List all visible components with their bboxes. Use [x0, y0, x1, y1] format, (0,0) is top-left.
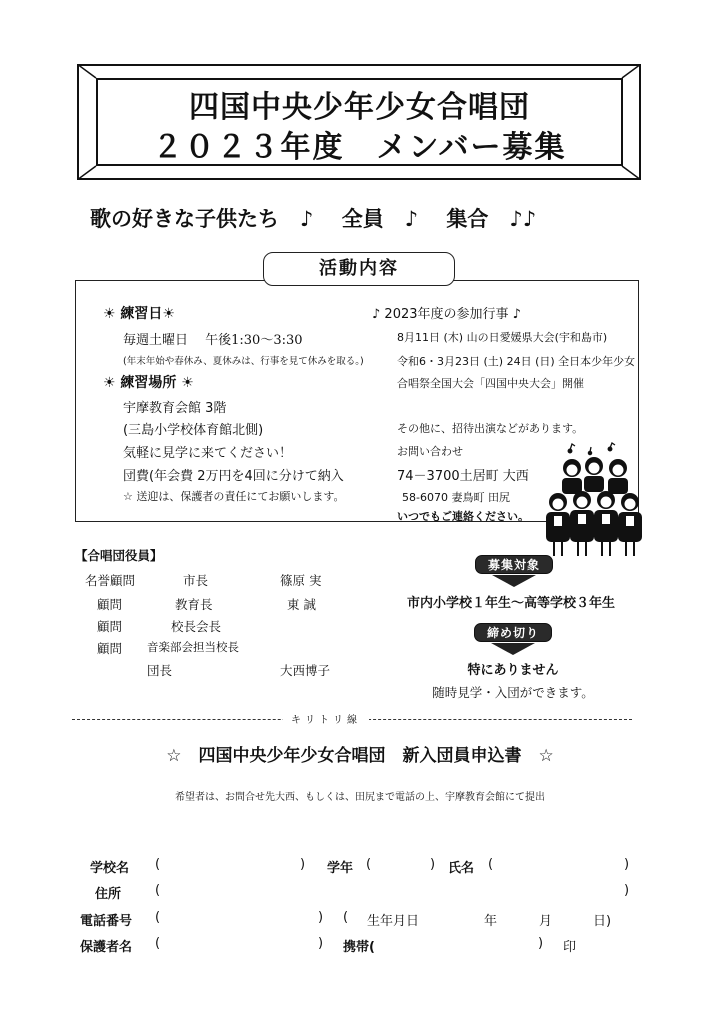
visit-invitation: 気軽に見学に来てください！ — [123, 446, 293, 461]
guardian-field[interactable] — [170, 933, 315, 953]
choir-illustration — [540, 442, 644, 558]
contact-label: お問い合わせ — [397, 445, 463, 458]
name-label: 氏名 — [448, 861, 475, 876]
practice-day-note: (年末年始や春休み、夏休みは、行事を見て休みを取る。) — [123, 356, 364, 367]
page-title: 四国中央少年少女合唱団 — [189, 90, 530, 125]
arrow-down-icon — [492, 575, 536, 587]
guardian-label: 保護者名 — [80, 940, 133, 955]
name-close-paren: ) — [624, 857, 630, 872]
mobile-label: 携帯( — [343, 940, 375, 955]
grade-close-paren: ) — [430, 857, 436, 872]
birthday-field[interactable] — [440, 907, 600, 927]
day-label: 日) — [593, 914, 612, 929]
cut-line-label: キリトリ線 — [283, 711, 369, 726]
target-badge: 募集対象 — [475, 555, 553, 574]
slogan: 歌の好きな子供たち ♪ 全員 ♪ 集合 ♪♪ — [90, 207, 537, 231]
address-label: 住所 — [95, 887, 122, 902]
officer-title: 校長会長 — [171, 619, 222, 634]
practice-day-time: 毎週土曜日 午後1:30～3:30 — [123, 333, 303, 348]
address-open-paren: ( — [155, 883, 161, 898]
event-other: その他に、招待出演などがあります。 — [397, 422, 584, 435]
membership-fee: 団費(年会費 2万円を4回に分けて納入 — [123, 469, 344, 484]
contact-line-2: 58-6070 妻鳥町 田尻 — [402, 491, 510, 504]
page-subtitle: ２０２３年度 メンバー募集 — [152, 130, 567, 165]
guardian-open-paren: ( — [155, 936, 161, 951]
officers-heading: 【合唱団役員】 — [75, 548, 163, 563]
deadline-badge: 締め切り — [474, 623, 552, 642]
school-close-paren: ) — [300, 857, 306, 872]
practice-place-detail: (三島小学校体育館北側) — [123, 423, 264, 438]
grade-open-paren: ( — [366, 857, 372, 872]
practice-place-heading: ☀ 練習場所 ☀ — [103, 375, 194, 391]
event-2: 令和6・3月23日 (土) 24日 (日) 全日本少年少女 — [397, 355, 636, 368]
school-open-paren: ( — [155, 857, 161, 872]
practice-day-heading: ☀ 練習日☀ — [103, 306, 175, 322]
mobile-field[interactable] — [390, 933, 535, 953]
guardian-close-paren: ) — [318, 936, 324, 951]
target-value: 市内小学校１年生～高等学校３年生 — [406, 596, 615, 611]
phone-field[interactable] — [170, 907, 315, 927]
form-note: 希望者は、お問合せ先大西、もしくは、田尻まで電話の上、宇摩教育会館にて提出 — [175, 792, 545, 803]
transport-note: ☆ 送迎は、保護者の責任にてお願いします。 — [123, 490, 345, 503]
officer-title: 市長 — [183, 573, 209, 588]
mobile-close-paren: ) — [538, 936, 544, 951]
month-label: 月 — [539, 914, 553, 929]
grade-label: 学年 — [327, 861, 354, 876]
officer-role: 名誉顧問 — [85, 573, 136, 588]
contact-line-3: いつでもご連絡ください。 — [397, 510, 529, 523]
address-field[interactable] — [170, 880, 620, 900]
school-field[interactable] — [170, 854, 298, 874]
officer-role: 顧問 — [97, 641, 123, 656]
phone-open-paren: ( — [155, 910, 161, 925]
officer-title: 教育長 — [175, 597, 213, 612]
activity-label: 活動内容 — [263, 252, 455, 286]
practice-place-venue: 宇摩教育会館 3階 — [123, 401, 227, 416]
contact-line-1: 74－3700土居町 大西 — [397, 469, 529, 484]
school-label: 学校名 — [90, 861, 130, 876]
name-open-paren: ( — [488, 857, 494, 872]
name-field[interactable] — [502, 854, 620, 874]
form-title: ☆ 四国中央少年少女合唱団 新入団員申込書 ☆ — [166, 746, 554, 766]
officer-title: 団長 — [147, 663, 173, 678]
birthday-open-paren: ( — [343, 910, 349, 925]
event-3: 合唱祭全国大会「四国中央大会」開催 — [397, 377, 584, 390]
officer-name: 東 誠 — [287, 597, 316, 612]
birthday-label: 生年月日 — [367, 914, 420, 929]
year-label: 年 — [484, 914, 498, 929]
grade-field[interactable] — [380, 854, 426, 874]
officer-title: 音楽部会担当校長 — [147, 640, 239, 654]
events-heading: ♪ 2023年度の参加行事 ♪ — [372, 307, 521, 322]
phone-label: 電話番号 — [80, 914, 133, 929]
recruit-note: 随時見学・入団ができます。 — [432, 685, 594, 700]
seal-label: 印 — [563, 940, 577, 955]
officer-name: 篠原 実 — [280, 573, 322, 588]
officer-role: 顧問 — [97, 597, 123, 612]
deadline-value: 特にありません — [467, 663, 559, 678]
phone-close-paren: ) — [318, 910, 324, 925]
arrow-down-icon — [491, 643, 535, 655]
address-close-paren: ) — [624, 883, 630, 898]
officer-name: 大西博子 — [280, 663, 331, 678]
officer-role: 顧問 — [97, 619, 123, 634]
event-1: 8月11日 (木) 山の日愛媛県大会(宇和島市) — [397, 331, 608, 344]
